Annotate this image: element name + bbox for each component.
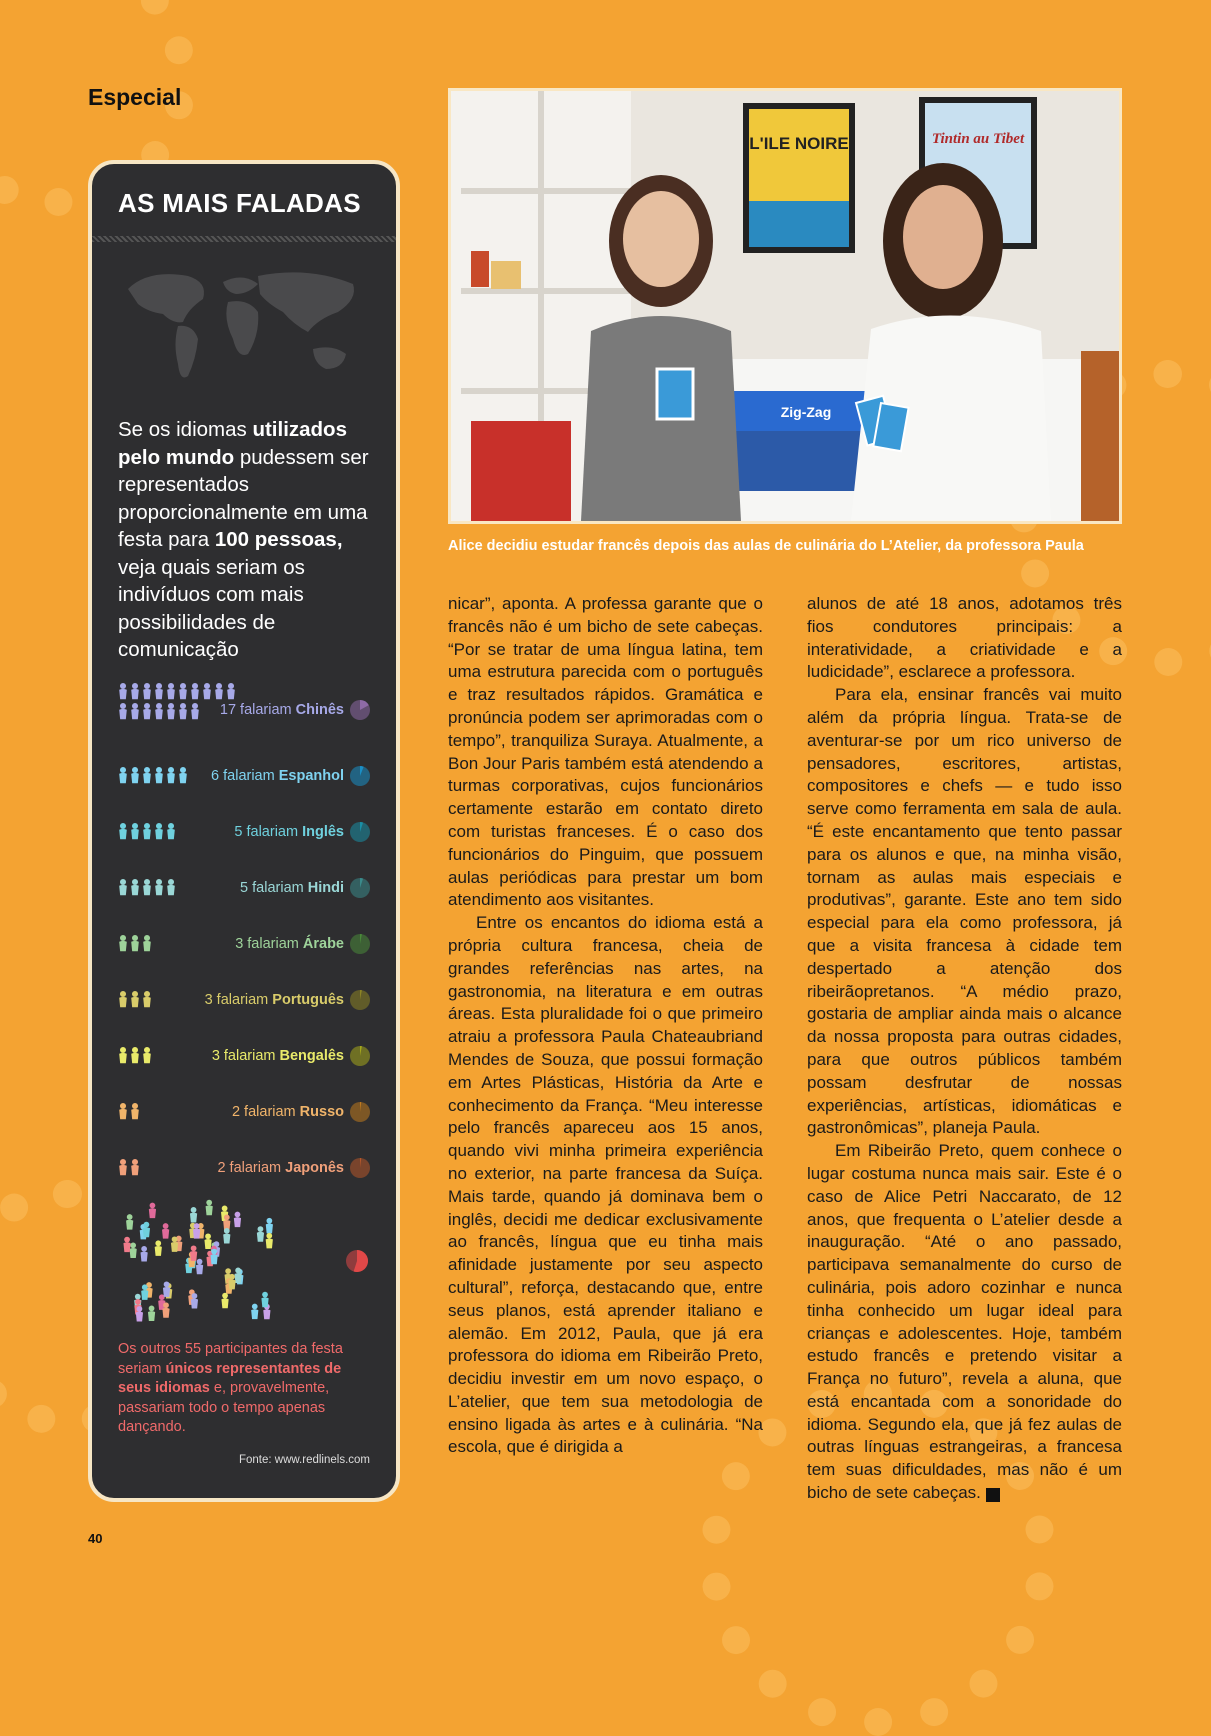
article-column-2 [807,593,1122,1505]
article-paragraph: Em Ribeirão Preto, quem conhece o lugar costuma nunca mais sair. Este é o caso de Alice Petri Naccarato, de 12 anos, que frequenta o L’atelier desde a inauguração. “Até o ano passado, participava semanalmente do curso de culinária, pois adoro cozinhar e nunca tinha conhecido um lugar ideal para crianças e adolescentes. Hoje, também estudo francês e pretendo visitar a França no futuro”, revela a aluna, que está encantada com a sonoridade do idioma. Segundo ela, que já fez aulas de outras línguas estrangeiras, a francesa tem suas dificuldades, mas não é um bicho de sete cabeças. r [807,1141,1122,1503]
person-icon [190,1207,197,1222]
photo-caption: Alice decidiu estudar francês depois das aulas de culinária do L’Atelier, da professora Paula [448,538,1084,554]
language-row [118,916,370,956]
person-icon [131,879,139,895]
person-icon [141,1284,148,1299]
pie-icon [350,766,370,786]
person-icon [167,767,175,783]
language-label [234,824,344,840]
article-paragraph: nicar”, aponta. A professa garante que o francês não é um bicho de sete cabeças. “Por se tratar de uma língua latina, tem uma estrutura parecida com o português e traz resultados rápidos. Gramática e pronúncia podem ser aprimoradas com o tempo”, tranquiliza Suraya. Atualmente, a Bon Jour Paris também está atendendo a turmas corporativas, cujos funcionários certamente estarão em contato direto com turistas franceses. É o caso dos funcionários do Pinguim, que possuem aulas periódicas para prestar um bom atendimento aos visitantes. [448,594,763,910]
language-row [118,682,370,722]
infographic-title: AS MAIS FALADAS [118,188,361,218]
person-icon [141,1246,148,1261]
person-icon [228,1274,235,1289]
outro-text: Os outros 55 participantes da festa seriam [118,1341,343,1377]
person-icon [251,1304,258,1319]
language-count: 2 falariam [231,1104,300,1120]
person-icon [131,683,139,699]
person-icon [131,935,139,951]
language-label [232,1104,344,1120]
person-icon [143,879,151,895]
language-count: 5 falariam [234,824,303,840]
language-name: Russo [299,1104,344,1120]
person-icon [130,1242,137,1257]
person-icon [126,1214,133,1229]
person-icon [196,1259,203,1274]
language-name: Hindi [307,880,344,896]
people-icons [118,804,248,844]
person-icon [119,935,127,951]
language-label [211,768,344,784]
person-icon [171,1236,178,1251]
language-label [217,1160,344,1176]
language-row [118,972,370,1012]
poster-title: Tintin au Tibet [931,131,1025,147]
person-icon [143,935,151,951]
language-name: Japonês [285,1160,344,1176]
person-icon [266,1218,273,1233]
people-icons [118,1084,248,1124]
person-icon [155,703,163,719]
person-icon [223,1228,230,1243]
person-icon [191,683,199,699]
language-row [118,1084,370,1124]
person-icon [167,683,175,699]
person-icon [143,683,151,699]
person-icon [167,823,175,839]
person-icon [162,1223,169,1238]
person-icon [136,1306,143,1321]
person-icon [143,767,151,783]
intro-text: pudessem ser representados proporcionalmente em uma festa para [118,445,369,551]
person-icon [131,823,139,839]
language-count: 5 falariam [240,880,308,896]
person-icon [131,767,139,783]
person-icon [190,1245,197,1260]
person-icon [119,823,127,839]
person-icon [143,703,151,719]
article-column-1 [448,593,763,1459]
person-icon [234,1212,241,1227]
person-icon [261,1292,268,1307]
person-icon [179,767,187,783]
pie-icon [350,990,370,1010]
people-icons [118,916,248,956]
person-icon [206,1200,213,1215]
outro-bold: únicos representantes de seus idiomas [118,1360,342,1396]
language-name: Espanhol [278,768,344,784]
world-map-icon [118,264,368,394]
article-paragraph: Para ela, ensinar francês vai muito além da própria língua. Trata-se de aventurar-se por um rico universo de pensadores, escritores, artistas, compositores e chefs — e tudo isso serve como ferramenta em sala de aula. “É este encantamento que tento passar para os alunos e que, na minha visão, tornam as aulas mais especiais e produtivas”, garante. Este ano tem sido especial para ela como professora, já que a visita francesa à cidade tem despertado a atenção dos ribeirãopretanos. “A médio prazo, gostaria de ampliar ainda mais o alcance da nossa proposta para outras cidades, para que outros públicos também possam desfrutar de nossas experiências, artísticas, idiomáticas e gastronômicas”, planeja Paula. [807,685,1122,1138]
person-icon [143,1047,151,1063]
crowd-icon [118,1194,288,1334]
person-icon [131,991,139,1007]
language-row [118,860,370,900]
person-icon [119,991,127,1007]
person-icon [131,1047,139,1063]
intro-text: veja quais seriam os indivíduos com mais possibilidades de comunicação [118,555,305,661]
person-icon [155,823,163,839]
person-icon [143,1222,150,1237]
language-row [118,1028,370,1068]
language-count: 2 falariam [217,1160,286,1176]
person-icon [221,1293,228,1308]
person-icon [167,703,175,719]
person-icon [179,703,187,719]
pie-icon [350,878,370,898]
infographic-intro [118,416,378,664]
language-name: Inglês [302,824,344,840]
intro-bold: utilizados pelo mundo [118,418,347,469]
source-credit: Fonte: www.redlinels.com [238,1454,370,1466]
person-icon [131,1159,139,1175]
pie-icon [350,934,370,954]
person-icon [149,1203,156,1218]
language-count: 3 falariam [211,1048,280,1064]
language-count: 6 falariam [211,768,279,784]
section-label: Especial [88,84,182,110]
person-icon [227,683,235,699]
poster-title: L'ILE NOIRE [749,134,849,153]
language-row [118,804,370,844]
pie-icon [350,1158,370,1178]
person-icon [155,767,163,783]
person-icon [131,1103,139,1119]
person-icon [203,683,211,699]
person-icon [131,703,139,719]
language-label [205,992,344,1008]
person-icon [119,1047,127,1063]
end-mark-icon: r [986,1488,1000,1502]
person-icon [257,1226,264,1241]
outro-text: e, provavelmente, passariam todo o tempo apenas dançando. [118,1380,330,1435]
article-paragraph: Entre os encantos do idioma está a própria cultura francesa, cheia de grandes referências nas artes, na gastronomia, na literatura e em outras áreas. Esta pluralidade foi o que primeiro atraiu a professora Paula Chateaubriand Mendes de Souza, que possui formação em Artes Plásticas, História da Arte e conhecimento da França. “Meu interesse pelo francês apareceu aos 15 anos, quando vivi minha primeira experiência no exterior, na parte francesa da Suíça. Mais tarde, quando já dominava bem o inglês, decidi me dedicar exclusivamente ao francês, língua que eu tinha mais afinidade justamente por seu aspecto cultural”, reforça, destacando que, entre seus planos, está aprender italiano e alemão. Em 2012, Paula, que já era professora do idioma em Ribeirão Preto, decidiu investir em um novo espaço, o L’atelier, que tem sua metodologia de ensino ligada às artes e à culinária. “Na escola, que é dirigida a [448,913,763,1457]
person-icon [179,683,187,699]
person-icon [223,1214,230,1229]
person-icon [119,703,127,719]
person-icon [148,1306,155,1321]
intro-text: Se os idiomas [118,418,253,441]
person-icon [162,1302,169,1317]
pie-icon [350,1046,370,1066]
person-icon [266,1233,273,1248]
person-icon [123,1237,130,1252]
language-name: Bengalês [279,1048,344,1064]
person-icon [155,1240,162,1255]
page-number: 40 [88,1531,103,1546]
language-count: 3 falariam [204,992,273,1008]
person-icon [191,1293,198,1308]
person-icon [193,1223,200,1238]
language-name: Português [272,992,344,1008]
people-icons [118,860,248,900]
intro-bold: 100 pessoas, [214,528,343,551]
game-title: Zig-Zag [780,404,832,420]
language-row [118,1140,370,1180]
person-icon [119,767,127,783]
language-label [235,936,344,952]
person-icon [119,1159,127,1175]
language-name: Árabe [302,936,344,952]
pie-icon [350,700,370,720]
person-icon [119,683,127,699]
person-icon [155,879,163,895]
person-icon [143,991,151,1007]
person-icon [163,1281,170,1296]
person-icon [191,703,199,719]
article-paragraph: alunos de até 18 anos, adotamos três fios condutores principais: a interatividade, a criatividade e a ludicidade”, esclarece a professora. [807,594,1122,682]
pie-icon-others [346,1250,368,1272]
language-label [240,880,344,896]
person-icon [204,1233,211,1248]
pie-icon [350,1102,370,1122]
title-divider [92,236,396,242]
person-icon [167,879,175,895]
person-icon [155,683,163,699]
language-count: 17 falariam [219,702,296,718]
person-icon [211,1249,218,1264]
language-label [220,702,344,718]
person-icon [119,879,127,895]
person-icon [143,823,151,839]
person-icon [215,683,223,699]
language-label [212,1048,344,1064]
language-count: 3 falariam [235,936,303,952]
language-row [118,748,370,788]
infographic-outro [118,1340,368,1438]
pie-icon [350,822,370,842]
article-photo [448,88,1122,524]
language-name: Chinês [295,702,344,718]
person-icon [119,1103,127,1119]
infographic-sidebar [88,160,400,1502]
